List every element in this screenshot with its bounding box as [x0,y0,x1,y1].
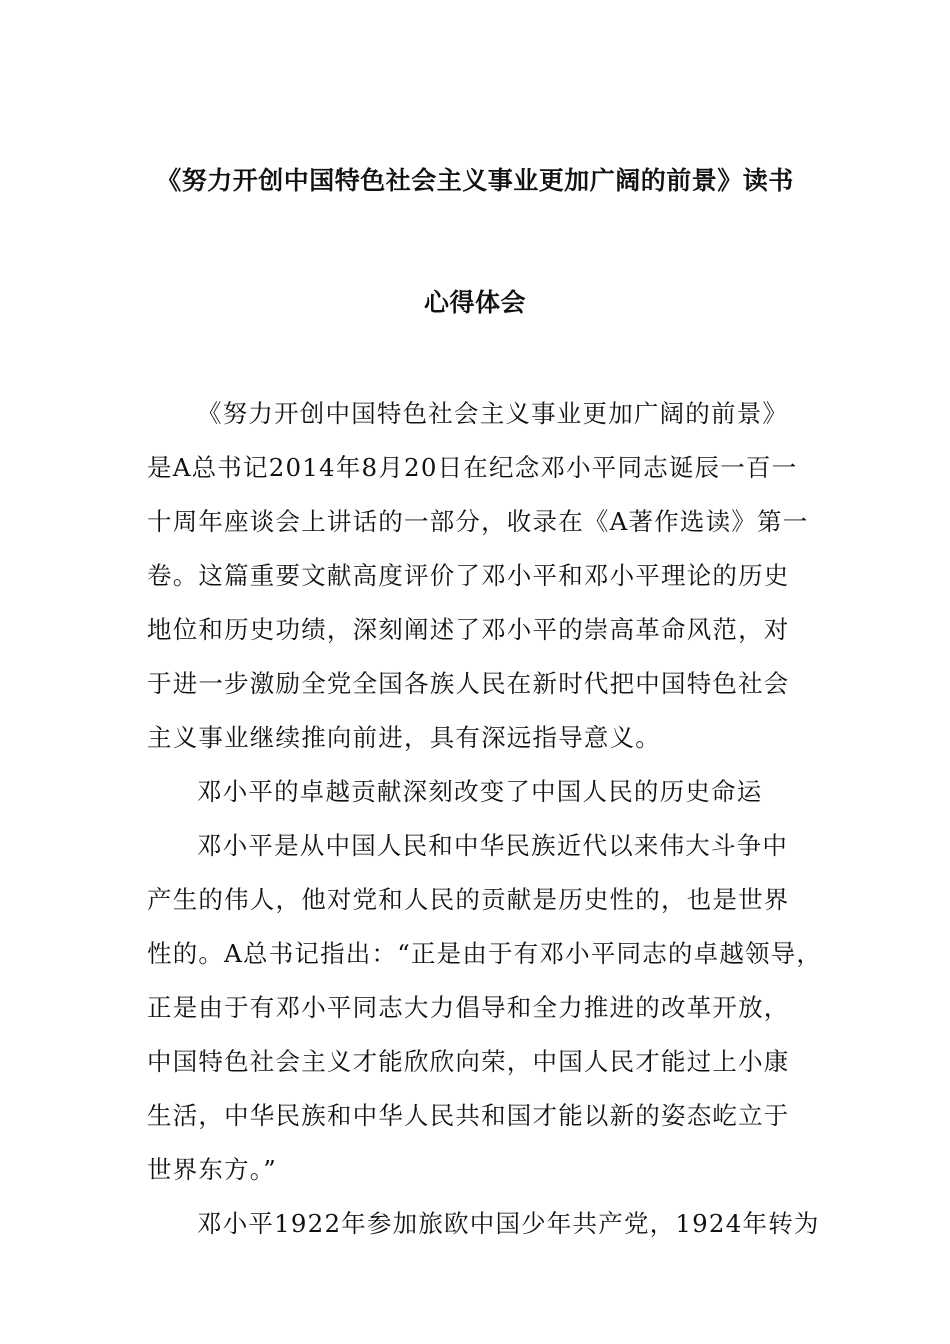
section-heading: 邓小平的卓越贡献深刻改变了中国人民的历史命运 [197,777,763,806]
paragraph-2-line-6: 生活，中华民族和中华人民共和国才能以新的姿态屹立于 [147,1101,790,1130]
paragraph-1-line-5: 地位和历史功绩，深刻阐述了邓小平的崇高革命风范，对 [147,615,790,644]
paragraph-2-line-5: 中国特色社会主义才能欣欣向荣，中国人民才能过上小康 [147,1047,790,1076]
paragraph-1-line-3: 十周年座谈会上讲话的一部分，收录在《A著作选读》第一 [147,507,809,536]
paragraph-2-line-1: 邓小平是从中国人民和中华民族近代以来伟大斗争中 [197,831,789,860]
paragraph-2-line-7: 世界东方。” [147,1155,277,1184]
paragraph-1-line-4: 卷。这篇重要文献高度评价了邓小平和邓小平理论的历史 [147,561,790,590]
paragraph-3-line-1: 邓小平1922年参加旅欧中国少年共产党，1924年转为 [197,1209,820,1238]
paragraph-2-line-3: 性的。A总书记指出：“正是由于有邓小平同志的卓越领导， [147,939,823,968]
paragraph-1-line-2: 是A总书记2014年8月20日在纪念邓小平同志诞辰一百一 [147,453,798,482]
document-title-line-1: 《努力开创中国特色社会主义事业更加广阔的前景》读书 [156,166,794,195]
document-title-line-2: 心得体会 [423,288,526,317]
paragraph-1-line-6: 于进一步激励全党全国各族人民在新时代把中国特色社会 [147,669,790,698]
paragraph-1-line-1: 《努力开创中国特色社会主义事业更加广阔的前景》 [197,399,789,428]
paragraph-1-line-7: 主义事业继续推向前进，具有深远指导意义。 [147,723,661,752]
paragraph-2-line-2: 产生的伟人，他对党和人民的贡献是历史性的，也是世界 [147,885,790,914]
paragraph-2-line-4: 正是由于有邓小平同志大力倡导和全力推进的改革开放， [147,993,790,1022]
